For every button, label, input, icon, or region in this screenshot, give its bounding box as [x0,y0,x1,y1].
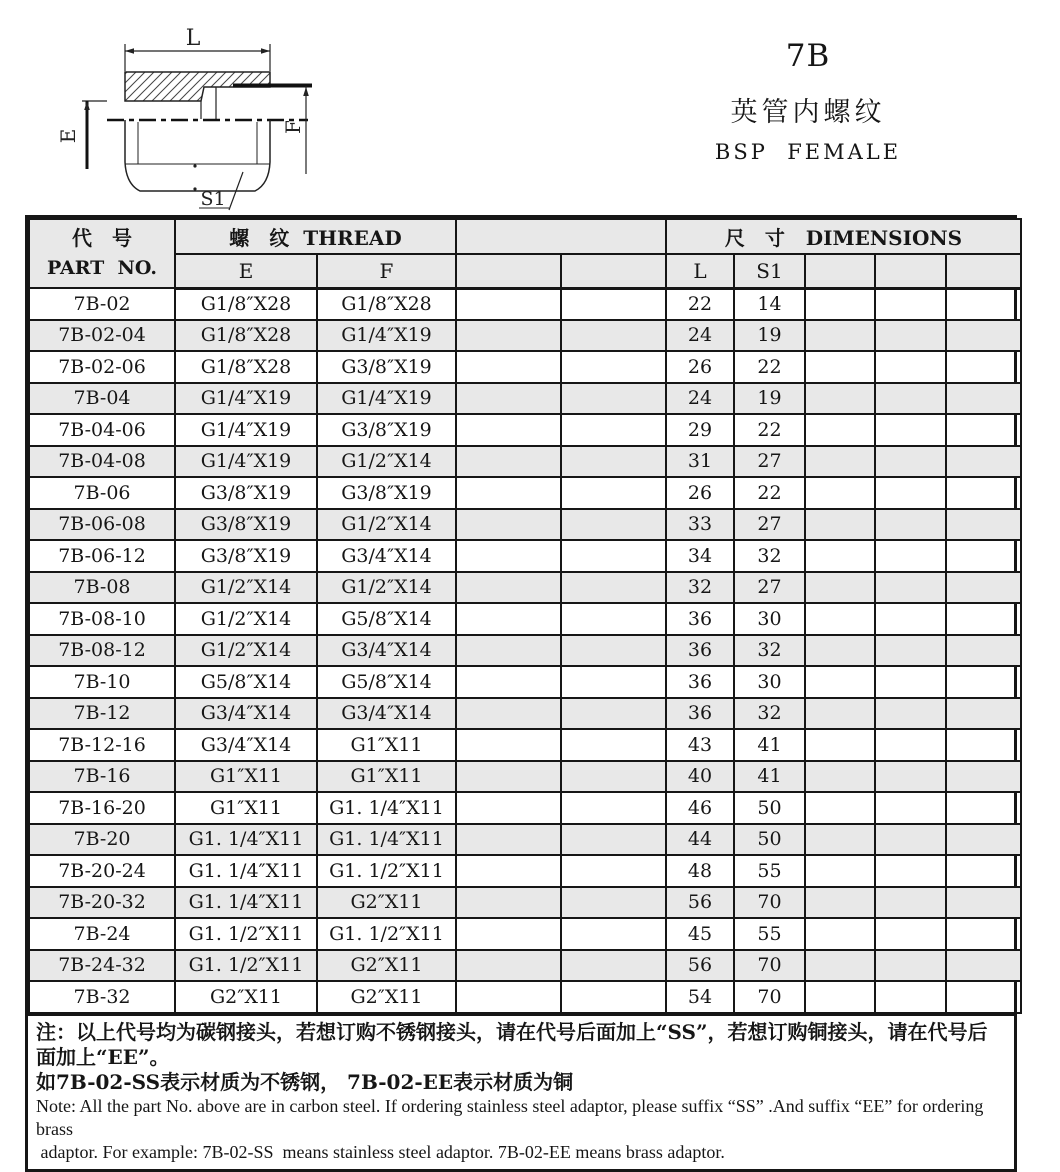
dim-l-cell: 56 [666,950,734,982]
note-line: Note: All the part No. above are in carbon steel. If ordering stainless steel adaptor, please suffix “SS” .And suffix “EE” for ordering brass [36,1095,988,1139]
dim-s1-cell: 30 [734,603,805,635]
empty-cell [875,729,946,761]
empty-cell [456,288,561,320]
dim-l-cell: 26 [666,351,734,383]
thread-f-cell: G1. 1/4″X11 [317,824,456,856]
dim-label-F: F [281,120,305,134]
dim-s1-cell: 55 [734,918,805,950]
table-row [29,824,1021,856]
table-row [29,950,1021,982]
empty-cell [561,918,666,950]
empty-cell [946,477,1021,509]
table-row [29,855,1021,887]
empty-cell [946,446,1021,478]
empty-cell [805,918,875,950]
thread-f-cell: G1/4″X19 [317,383,456,415]
empty-cell [805,855,875,887]
empty-cell [875,887,946,919]
table-row [29,729,1021,761]
dim-l-cell: 36 [666,635,734,667]
empty-cell [946,761,1021,793]
empty-cell [456,792,561,824]
empty-cell [875,855,946,887]
table-row [29,761,1021,793]
empty-cell [805,540,875,572]
empty-cell [875,792,946,824]
part-no-cell: 7B-12 [29,698,175,730]
empty-cell [805,572,875,604]
table-row [29,572,1021,604]
empty-cell [946,351,1021,383]
thread-f-cell: G2″X11 [317,950,456,982]
part-no-cell: 7B-04-06 [29,414,175,446]
empty-cell [946,792,1021,824]
empty-cell [875,918,946,950]
dim-l-cell: 26 [666,477,734,509]
thread-f-cell: G1″X11 [317,761,456,793]
dim-s1-cell: 32 [734,698,805,730]
empty-cell [456,635,561,667]
empty-cell [456,729,561,761]
empty-cell [875,666,946,698]
dim-l-cell: 54 [666,981,734,1013]
table-row [29,603,1021,635]
part-no-cell: 7B-02-06 [29,351,175,383]
part-no-cell: 7B-20-24 [29,855,175,887]
empty-cell [805,509,875,541]
dim-s1-cell: 14 [734,288,805,320]
empty-cell [946,414,1021,446]
dim-s1-cell: 41 [734,729,805,761]
dim-l-cell: 24 [666,383,734,415]
empty-cell [561,414,666,446]
header-dimensions: 尺 寸 DIMENSIONS [666,219,1021,254]
thread-f-cell: G3/8″X19 [317,351,456,383]
thread-f-cell: G1″X11 [317,729,456,761]
empty-cell [561,666,666,698]
empty-cell [456,824,561,856]
empty-cell [946,950,1021,982]
empty-cell [875,572,946,604]
parts-table [28,218,1022,1014]
thread-e-cell: G1/4″X19 [175,383,317,415]
table-row [29,698,1021,730]
empty-cell [875,477,946,509]
empty-cell [561,635,666,667]
empty-cell [456,666,561,698]
thread-f-cell: G1/2″X14 [317,446,456,478]
table-row [29,351,1021,383]
part-no-cell: 7B-04-08 [29,446,175,478]
empty-header-cell [456,254,561,288]
empty-cell [805,477,875,509]
empty-cell [456,603,561,635]
parts-table-wrapper [25,215,1017,1172]
part-no-cell: 7B-04 [29,383,175,415]
thread-e-cell: G3/8″X19 [175,477,317,509]
empty-cell [875,446,946,478]
empty-cell [561,320,666,352]
thread-e-cell: G1/8″X28 [175,320,317,352]
header-thread: 螺 纹 THREAD [175,219,456,254]
empty-cell [561,446,666,478]
parts-table-body [29,288,1021,1013]
part-name-en: BSP FEMALE [714,140,902,164]
empty-cell [805,320,875,352]
empty-cell [805,950,875,982]
dim-l-cell: 45 [666,918,734,950]
thread-e-cell: G5/8″X14 [175,666,317,698]
empty-cell [946,698,1021,730]
dim-l-cell: 32 [666,572,734,604]
empty-cell [946,509,1021,541]
empty-cell [561,383,666,415]
thread-e-cell: G1″X11 [175,761,317,793]
empty-cell [561,950,666,982]
part-no-cell: 7B-20-32 [29,887,175,919]
empty-cell [456,698,561,730]
part-no-cell: 7B-06-12 [29,540,175,572]
dim-l-cell: 29 [666,414,734,446]
thread-f-cell: G3/4″X14 [317,540,456,572]
empty-cell [456,540,561,572]
empty-cell [805,666,875,698]
header-part-no [29,219,175,288]
empty-cell [946,981,1021,1013]
empty-cell [805,981,875,1013]
empty-cell [805,824,875,856]
thread-e-cell: G1. 1/4″X11 [175,855,317,887]
hex-body-outline [125,120,270,191]
part-no-cell: 7B-02-04 [29,320,175,352]
empty-cell [805,792,875,824]
dim-l-cell: 31 [666,446,734,478]
dim-s1-cell: 22 [734,477,805,509]
dim-l-cell: 40 [666,761,734,793]
empty-cell [561,603,666,635]
part-no-cell: 7B-12-16 [29,729,175,761]
empty-cell [875,603,946,635]
empty-cell [456,383,561,415]
part-no-cell: 7B-06-08 [29,509,175,541]
dim-s1-cell: 19 [734,383,805,415]
thread-f-cell: G3/4″X14 [317,698,456,730]
table-row [29,477,1021,509]
dim-s1-cell: 55 [734,855,805,887]
title-block [693,38,923,164]
table-row [29,635,1021,667]
thread-f-cell: G1/8″X28 [317,288,456,320]
dim-s1-cell: 32 [734,635,805,667]
part-no-cell: 7B-06 [29,477,175,509]
thread-f-cell: G5/8″X14 [317,666,456,698]
part-no-cell: 7B-02 [29,288,175,320]
part-no-cell: 7B-16 [29,761,175,793]
empty-header-cell [946,254,1021,288]
header-col-s1: S1 [734,254,805,288]
table-row [29,540,1021,572]
thread-e-cell: G1. 1/2″X11 [175,950,317,982]
empty-cell [805,383,875,415]
empty-cell [456,855,561,887]
dim-label-E: E [56,128,80,144]
empty-cell [805,414,875,446]
empty-cell [875,383,946,415]
part-no-cell: 7B-10 [29,666,175,698]
dim-label-L: L [185,26,201,51]
empty-cell [875,698,946,730]
dim-s1-cell: 22 [734,414,805,446]
header-col-l: L [666,254,734,288]
empty-cell [875,824,946,856]
dim-s1-cell: 41 [734,761,805,793]
empty-cell [946,887,1021,919]
part-name-cn: 英管内螺纹 [730,97,886,128]
empty-cell [456,981,561,1013]
empty-cell [561,351,666,383]
thread-f-cell: G1. 1/4″X11 [317,792,456,824]
empty-cell [805,635,875,667]
table-row [29,383,1021,415]
empty-cell [946,855,1021,887]
thread-e-cell: G1/8″X28 [175,288,317,320]
dim-l-cell: 36 [666,603,734,635]
thread-e-cell: G3/8″X19 [175,509,317,541]
thread-e-cell: G1/2″X14 [175,603,317,635]
empty-cell [946,824,1021,856]
empty-cell [875,540,946,572]
thread-f-cell: G1. 1/2″X11 [317,855,456,887]
note-line: 如7B-02-SS表示材质为不锈钢， 7B-02-EE表示材质为铜 [36,1069,574,1094]
thread-e-cell: G1. 1/4″X11 [175,887,317,919]
empty-cell [561,887,666,919]
empty-cell [456,320,561,352]
thread-e-cell: G1/2″X14 [175,572,317,604]
dim-l-cell: 43 [666,729,734,761]
thread-e-cell: G3/8″X19 [175,540,317,572]
empty-cell [946,603,1021,635]
part-no-cell: 7B-20 [29,824,175,856]
empty-cell [456,918,561,950]
part-no-cell: 7B-24-32 [29,950,175,982]
part-no-cell: 7B-08-12 [29,635,175,667]
empty-header-cell [561,254,666,288]
thread-e-cell: G1. 1/4″X11 [175,824,317,856]
header-col-f: F [317,254,456,288]
empty-cell [875,509,946,541]
part-no-cell: 7B-08 [29,572,175,604]
empty-cell [875,950,946,982]
thread-e-cell: G3/4″X14 [175,698,317,730]
empty-header-cell [875,254,946,288]
dim-s1-cell: 32 [734,540,805,572]
thread-f-cell: G3/8″X19 [317,414,456,446]
thread-e-cell: G2″X11 [175,981,317,1013]
empty-cell [946,288,1021,320]
dim-s1-cell: 50 [734,824,805,856]
thread-e-cell: G1/4″X19 [175,446,317,478]
thread-e-cell: G1″X11 [175,792,317,824]
header-part-no-en: PART NO. [47,257,157,280]
table-row [29,918,1021,950]
empty-cell [561,761,666,793]
empty-cell [805,698,875,730]
table-row [29,509,1021,541]
dim-l-cell: 44 [666,824,734,856]
dim-s1-cell: 50 [734,792,805,824]
note-box [28,1014,1014,1169]
empty-cell [456,761,561,793]
empty-cell [561,981,666,1013]
empty-cell [561,729,666,761]
table-row [29,288,1021,320]
empty-cell [875,351,946,383]
empty-cell [875,761,946,793]
empty-cell [946,320,1021,352]
empty-cell [561,824,666,856]
dimension-S1 [199,172,243,210]
empty-cell [946,383,1021,415]
table-row [29,446,1021,478]
dimension-E [56,101,107,169]
dim-s1-cell: 27 [734,446,805,478]
dimension-L [125,26,270,71]
empty-cell [946,729,1021,761]
dim-s1-cell: 27 [734,572,805,604]
header-col-e: E [175,254,317,288]
dim-l-cell: 33 [666,509,734,541]
empty-cell [456,887,561,919]
table-row [29,414,1021,446]
empty-cell [561,477,666,509]
empty-cell [561,572,666,604]
empty-cell [456,351,561,383]
empty-cell [456,477,561,509]
dim-l-cell: 46 [666,792,734,824]
thread-e-cell: G1/2″X14 [175,635,317,667]
thread-e-cell: G3/4″X14 [175,729,317,761]
empty-cell [805,351,875,383]
header-part-no-cn: 代 号 [72,226,132,251]
thread-e-cell: G1/4″X19 [175,414,317,446]
dim-l-cell: 22 [666,288,734,320]
empty-cell [561,698,666,730]
dim-s1-cell: 70 [734,981,805,1013]
thread-f-cell: G2″X11 [317,981,456,1013]
empty-cell [805,603,875,635]
dim-l-cell: 36 [666,666,734,698]
part-no-cell: 7B-08-10 [29,603,175,635]
empty-cell [946,666,1021,698]
part-no-cell: 7B-32 [29,981,175,1013]
empty-cell [805,887,875,919]
empty-cell [875,288,946,320]
table-row [29,792,1021,824]
thread-f-cell: G1. 1/2″X11 [317,918,456,950]
dim-l-cell: 36 [666,698,734,730]
table-row [29,666,1021,698]
part-no-cell: 7B-24 [29,918,175,950]
dim-s1-cell: 22 [734,351,805,383]
empty-cell [875,414,946,446]
thread-f-cell: G5/8″X14 [317,603,456,635]
thread-f-cell: G1/2″X14 [317,572,456,604]
dim-s1-cell: 19 [734,320,805,352]
empty-cell [561,288,666,320]
dim-s1-cell: 70 [734,950,805,982]
thread-f-cell: G3/8″X19 [317,477,456,509]
note-line: 注：以上代号均为碳钢接头，若想订购不锈钢接头，请在代号后面加上“SS”，若想订购铜接头，请在代号后面加上“EE”。 [36,1019,988,1069]
empty-cell [456,446,561,478]
header-empty-group [456,219,666,254]
empty-cell [456,950,561,982]
empty-cell [805,729,875,761]
empty-cell [456,572,561,604]
part-no-cell: 7B-16-20 [29,792,175,824]
dim-s1-cell: 30 [734,666,805,698]
empty-cell [561,509,666,541]
empty-cell [561,855,666,887]
thread-e-cell: G1/8″X28 [175,351,317,383]
empty-cell [946,540,1021,572]
dim-l-cell: 56 [666,887,734,919]
dim-s1-cell: 70 [734,887,805,919]
dim-label-S1: S1 [200,188,226,210]
empty-cell [875,320,946,352]
empty-cell [946,918,1021,950]
empty-header-cell [805,254,875,288]
part-series-code: 7B [785,38,831,74]
dim-l-cell: 48 [666,855,734,887]
thread-f-cell: G1/4″X19 [317,320,456,352]
empty-cell [805,761,875,793]
dimension-F [281,86,309,174]
empty-cell [875,981,946,1013]
thread-e-cell: G1. 1/2″X11 [175,918,317,950]
empty-cell [456,414,561,446]
thread-f-cell: G1/2″X14 [317,509,456,541]
dim-l-cell: 34 [666,540,734,572]
dim-l-cell: 24 [666,320,734,352]
empty-cell [805,288,875,320]
table-row [29,320,1021,352]
note-line: adaptor. For example: 7B-02-SS means stainless steel adaptor. 7B-02-EE means brass adaptor. [36,1141,725,1162]
empty-cell [875,635,946,667]
empty-cell [805,446,875,478]
empty-cell [456,509,561,541]
table-row [29,887,1021,919]
dim-s1-cell: 27 [734,509,805,541]
empty-cell [946,572,1021,604]
empty-cell [561,792,666,824]
thread-f-cell: G3/4″X14 [317,635,456,667]
thread-f-cell: G2″X11 [317,887,456,919]
empty-cell [946,635,1021,667]
table-row [29,981,1021,1013]
empty-cell [561,540,666,572]
technical-drawing [50,14,350,214]
